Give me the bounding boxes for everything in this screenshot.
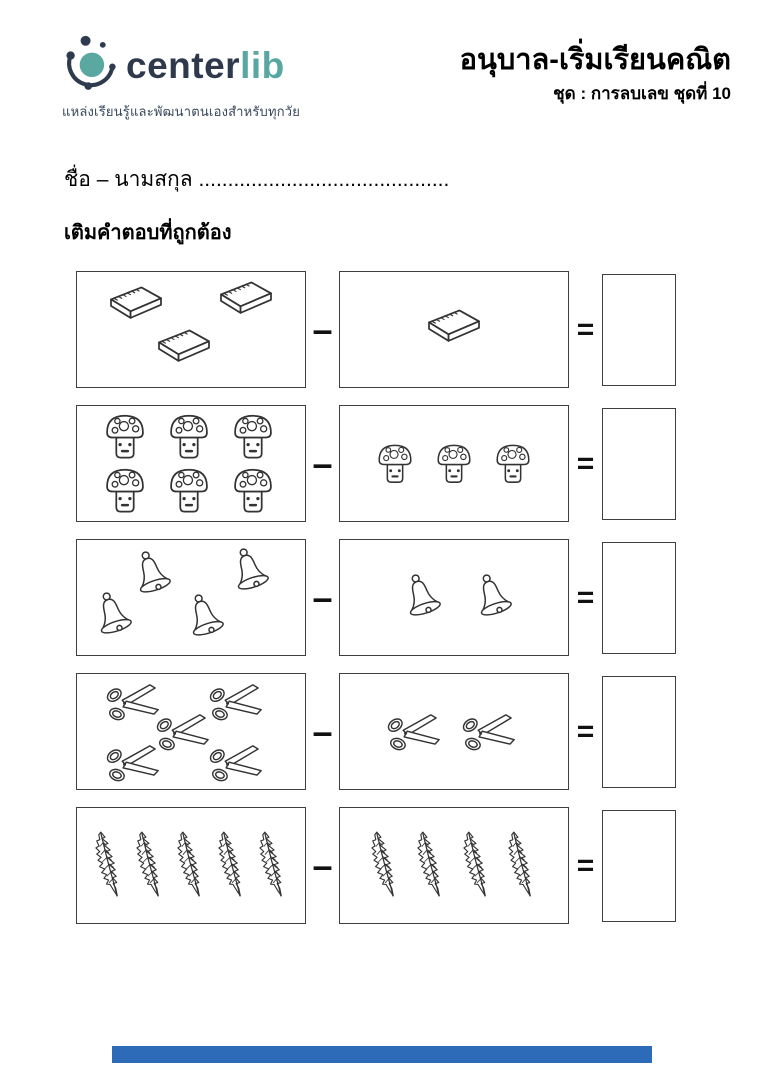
subtrahend-box (339, 271, 569, 388)
mushroom-icon (435, 442, 474, 486)
name-label: ชื่อ – นามสกุล (64, 168, 193, 191)
bell-icon (393, 565, 452, 630)
leaf-icon (129, 824, 166, 908)
footer-bar (112, 1046, 652, 1063)
minus-sign: – (312, 710, 333, 752)
scissors-icon (384, 708, 447, 756)
leaf-icon (410, 824, 447, 908)
book-icon (99, 282, 173, 332)
mushroom-icon (494, 442, 533, 486)
leaf-icon (211, 824, 248, 908)
minus-sign: – (312, 844, 333, 886)
scissors-icon (205, 678, 268, 726)
mushroom-icon (231, 466, 275, 516)
leaf-icon (456, 824, 493, 908)
centerlib-logo-icon (62, 34, 120, 97)
scissors-icon (459, 708, 522, 756)
mushroom-icon (103, 412, 147, 462)
equals-sign: = (576, 580, 595, 614)
equals-sign: = (576, 714, 595, 748)
worksheet-subtitle: ชุด : การลบเลข ชุดที่ 10 (553, 84, 731, 104)
answer-box[interactable] (602, 274, 676, 386)
bell-icon (221, 540, 280, 605)
leaf-icon (170, 824, 207, 908)
masthead (460, 44, 731, 107)
minuend-box (76, 271, 306, 388)
book-icon (209, 277, 283, 327)
mushroom-icon (167, 412, 211, 462)
problems-list (76, 271, 676, 924)
bell-icon (463, 565, 522, 630)
subtrahend-box (339, 807, 569, 924)
book-icon (147, 325, 221, 375)
centerlib-logo (62, 34, 352, 122)
answer-box[interactable] (602, 676, 676, 788)
worksheet-title: อนุบาล-เริ่มเรียนคณิต (459, 44, 731, 76)
leaf-icon (252, 824, 289, 908)
minus-sign: – (312, 576, 333, 618)
mushroom-icon (167, 466, 211, 516)
mushroom-icon (231, 412, 275, 462)
scissors-icon (205, 739, 268, 787)
name-line (64, 163, 449, 196)
equals-sign: = (576, 848, 595, 882)
bell-icon (123, 542, 182, 607)
minus-sign: – (312, 442, 333, 484)
mushroom-icon (375, 442, 414, 486)
minus-sign: – (312, 308, 333, 350)
problem-row (76, 807, 676, 924)
problem-row (76, 271, 676, 388)
logo-tagline: แหล่งเรียนรู้และพัฒนาตนเองสำหรับทุกวัย (62, 104, 301, 119)
mushroom-icon (103, 466, 147, 516)
answer-box[interactable] (602, 810, 676, 922)
equals-sign: = (576, 312, 595, 346)
equals-sign: = (576, 446, 595, 480)
centerlib-wordmark: centerlib (126, 45, 285, 86)
subtrahend-box (339, 539, 569, 656)
subtrahend-box (339, 673, 569, 790)
problem-row (76, 673, 676, 790)
answer-box[interactable] (602, 408, 676, 520)
minuend-box (76, 405, 306, 522)
problem-row (76, 405, 676, 522)
minuend-box (76, 673, 306, 790)
leaf-icon (88, 824, 125, 908)
subtrahend-box (339, 405, 569, 522)
answer-box[interactable] (602, 542, 676, 654)
name-blank[interactable]: ........................................... (198, 168, 450, 191)
minuend-box (76, 807, 306, 924)
leaf-icon (365, 824, 402, 908)
instruction-text: เติมคำตอบที่ถูกต้อง (64, 222, 232, 244)
scissors-icon (102, 739, 165, 787)
bell-icon (175, 586, 234, 651)
book-icon (417, 305, 491, 355)
leaf-icon (502, 824, 539, 908)
problem-row (76, 539, 676, 656)
minuend-box (76, 539, 306, 656)
